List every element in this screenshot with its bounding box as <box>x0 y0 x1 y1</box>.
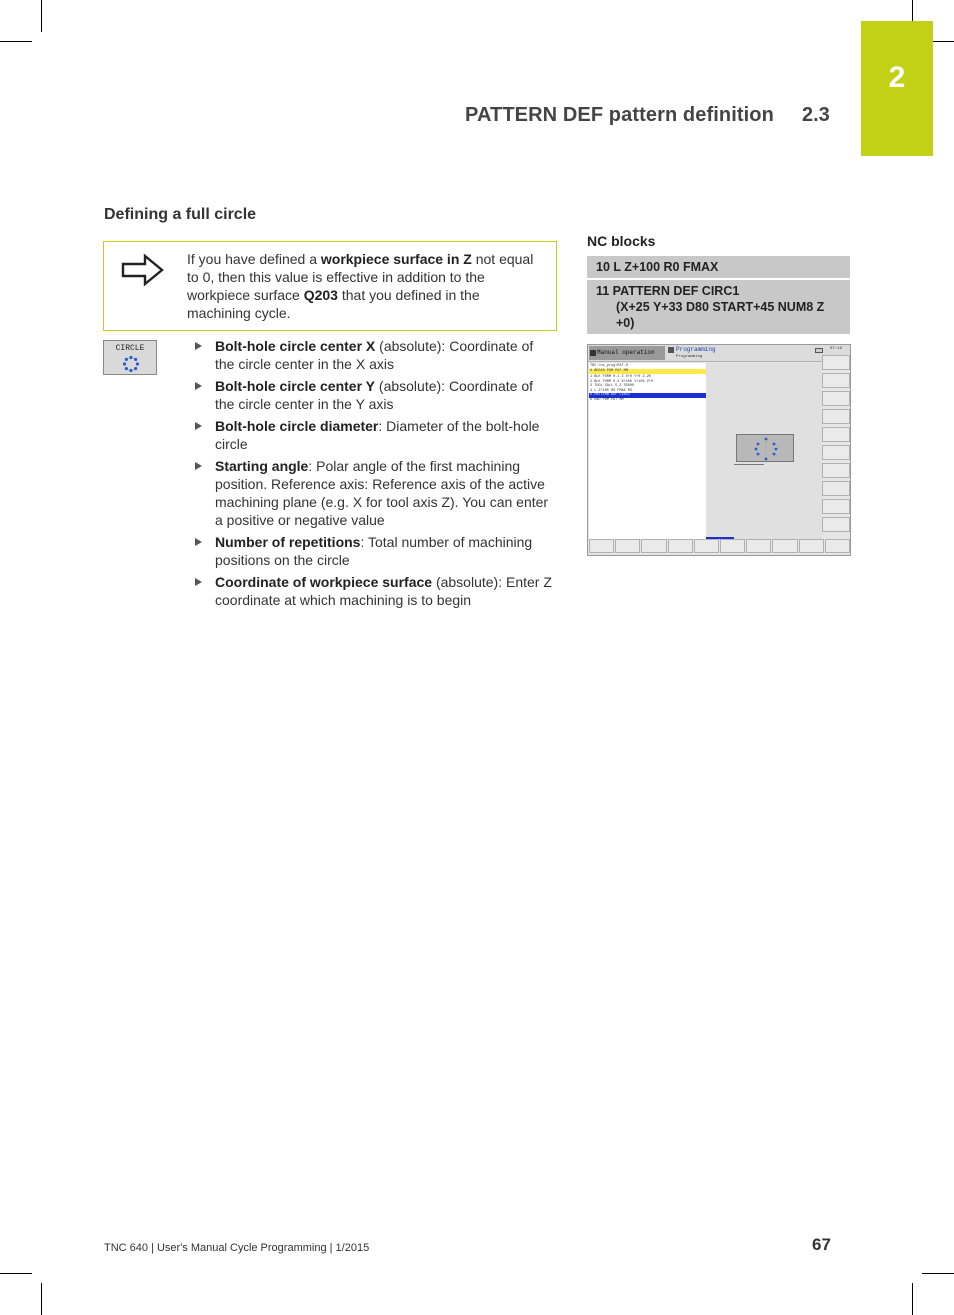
tnc-softkey[interactable] <box>822 517 850 532</box>
parameter-term: Bolt-hole circle diameter <box>215 418 379 434</box>
note-text-run: not equal to 0, then this value is effective in addition to the workpiece surface <box>187 251 534 303</box>
nc-block-line: 11 PATTERN DEF CIRC1 <box>596 284 740 298</box>
softkey-label: CIRCLE <box>115 344 145 353</box>
parameter-item <box>195 377 555 413</box>
footer-text: TNC 640 | User's Manual Cycle Programming | 1/2015 <box>104 1242 370 1254</box>
parameter-item <box>195 417 555 453</box>
tnc-workpiece <box>736 434 794 462</box>
tnc-softkey[interactable] <box>825 539 850 553</box>
tnc-program-line[interactable]: 6 END PGM PAT MM <box>590 398 624 402</box>
mode-icon <box>590 350 596 356</box>
parameter-term: Number of repetitions <box>215 534 361 550</box>
tnc-program-line[interactable]: 4 L Z+100 R0 FMAX M3 <box>590 388 633 393</box>
section-heading: Defining a full circle <box>104 206 257 223</box>
tnc-softkey[interactable] <box>822 463 850 478</box>
parameter-item <box>195 533 555 569</box>
note-bold-term: Q203 <box>303 287 338 303</box>
page-header-section: 2.3 <box>802 104 830 126</box>
bullet-triangle-icon <box>195 342 202 350</box>
tnc-program-path: TNC:\nc_prog\PAT.H <box>589 364 706 369</box>
nc-block-line: (X+25 Y+33 D80 START+45 NUM8 Z +0) <box>616 300 825 330</box>
crop-mark <box>0 41 32 42</box>
parameter-term: Starting angle <box>215 458 309 474</box>
bullet-triangle-icon <box>195 382 202 390</box>
nc-block: 10 L Z+100 R0 FMAX <box>587 256 850 278</box>
crop-mark <box>41 1283 42 1315</box>
parameter-term: Bolt-hole circle center Y <box>215 378 376 394</box>
tnc-program-line[interactable]: 2 BLK FORM 0.2 X+100 Y+100 Z+0 <box>590 379 654 384</box>
tnc-softkey[interactable] <box>694 539 719 553</box>
tnc-softkey[interactable] <box>822 409 850 424</box>
tnc-softkey[interactable] <box>799 539 824 553</box>
nc-block <box>587 280 850 334</box>
tnc-mode-manual <box>589 346 665 360</box>
parameter-item <box>195 457 555 529</box>
chapter-number: 2 <box>888 61 906 94</box>
crop-mark <box>41 0 42 32</box>
parameter-item <box>195 573 555 609</box>
tnc-graphic-window <box>706 363 822 539</box>
tnc-program-line[interactable]: 1 BLK FORM 0.1 Z X+0 Y+0 Z-20 <box>590 375 651 379</box>
bullet-triangle-icon <box>195 422 202 430</box>
tnc-softkey[interactable] <box>822 355 850 370</box>
parameter-description: (absolute): Coordinate of the circle center in the Y axis <box>215 378 533 412</box>
chapter-tab <box>861 21 933 156</box>
tnc-mode-programming <box>668 346 758 360</box>
tnc-horizontal-softkeys <box>589 539 851 555</box>
tnc-mode-manual-label: Manual operation <box>597 349 655 356</box>
parameter-description: : Polar angle of the first machining position. Reference axis: Reference axis of the active machining plane (e.g. X for tool axis Z). You can enter a positive or negative value <box>215 458 549 528</box>
note-text-run: If you have defined a <box>187 251 321 267</box>
tnc-softkey[interactable] <box>822 427 850 442</box>
parameter-description: (absolute): Enter Z coordinate at which machining is to begin <box>215 574 552 608</box>
tnc-mode-programming-label: Programming <box>676 346 716 353</box>
nc-blocks-heading: NC blocks <box>587 233 656 249</box>
tnc-axis-line <box>734 464 764 465</box>
note-bold-term: workpiece surface in Z <box>320 251 472 267</box>
tnc-softkey[interactable] <box>720 539 745 553</box>
parameter-description: : Diameter of the bolt-hole circle <box>215 418 540 452</box>
tnc-screenshot <box>587 344 851 556</box>
tnc-softkey[interactable] <box>746 539 771 553</box>
tnc-program-line[interactable]: 5 PATTERN DEF CIRC1 <box>589 393 706 398</box>
tnc-softkey[interactable] <box>668 539 693 553</box>
parameter-term: Coordinate of workpiece surface <box>215 574 433 590</box>
tnc-softkey[interactable] <box>772 539 797 553</box>
bullet-triangle-icon <box>195 578 202 586</box>
tnc-vertical-softkeys <box>822 355 850 541</box>
tnc-softkey[interactable] <box>822 373 850 388</box>
tnc-softkey[interactable] <box>641 539 666 553</box>
bolt-circle-preview-icon <box>737 435 795 463</box>
note-text-run: that you defined in the machining cycle. <box>187 287 480 321</box>
crop-mark <box>0 1273 32 1274</box>
arrow-right-icon <box>121 253 165 287</box>
crop-mark <box>912 1283 913 1315</box>
note-text <box>187 250 537 322</box>
circle-pattern-icon <box>122 354 140 374</box>
tnc-mode-programming-sub: Programming <box>676 355 703 359</box>
mode-icon <box>668 347 674 353</box>
tnc-softkey[interactable] <box>822 445 850 460</box>
parameter-description: : Total number of machining positions on the circle <box>215 534 533 568</box>
parameter-list <box>195 337 555 613</box>
tnc-program-header-line: 0 BEGIN PGM PAT MM <box>589 369 706 374</box>
parameter-item <box>195 337 555 373</box>
parameter-description: (absolute): Coordinate of the circle center in the X axis <box>215 338 534 372</box>
circle-softkey[interactable] <box>103 340 157 375</box>
bullet-triangle-icon <box>195 462 202 470</box>
crop-mark <box>922 1273 954 1274</box>
tnc-softkey[interactable] <box>615 539 640 553</box>
tnc-clock: 07:19 <box>830 347 843 351</box>
tnc-softkey[interactable] <box>822 499 850 514</box>
parameter-term: Bolt-hole circle center X <box>215 338 376 354</box>
tnc-softkey[interactable] <box>822 391 850 406</box>
note-box <box>103 241 557 331</box>
tnc-softkey[interactable] <box>589 539 614 553</box>
page-number: 67 <box>812 1235 831 1254</box>
bullet-triangle-icon <box>195 538 202 546</box>
tnc-program-line[interactable]: 3 TOOL CALL 5 Z S5000 <box>590 384 635 389</box>
keyboard-icon <box>815 348 823 353</box>
tnc-program-window <box>589 363 706 539</box>
page-header-title: PATTERN DEF pattern definition <box>465 104 774 126</box>
tnc-topbar <box>588 345 850 362</box>
tnc-softkey[interactable] <box>822 481 850 496</box>
